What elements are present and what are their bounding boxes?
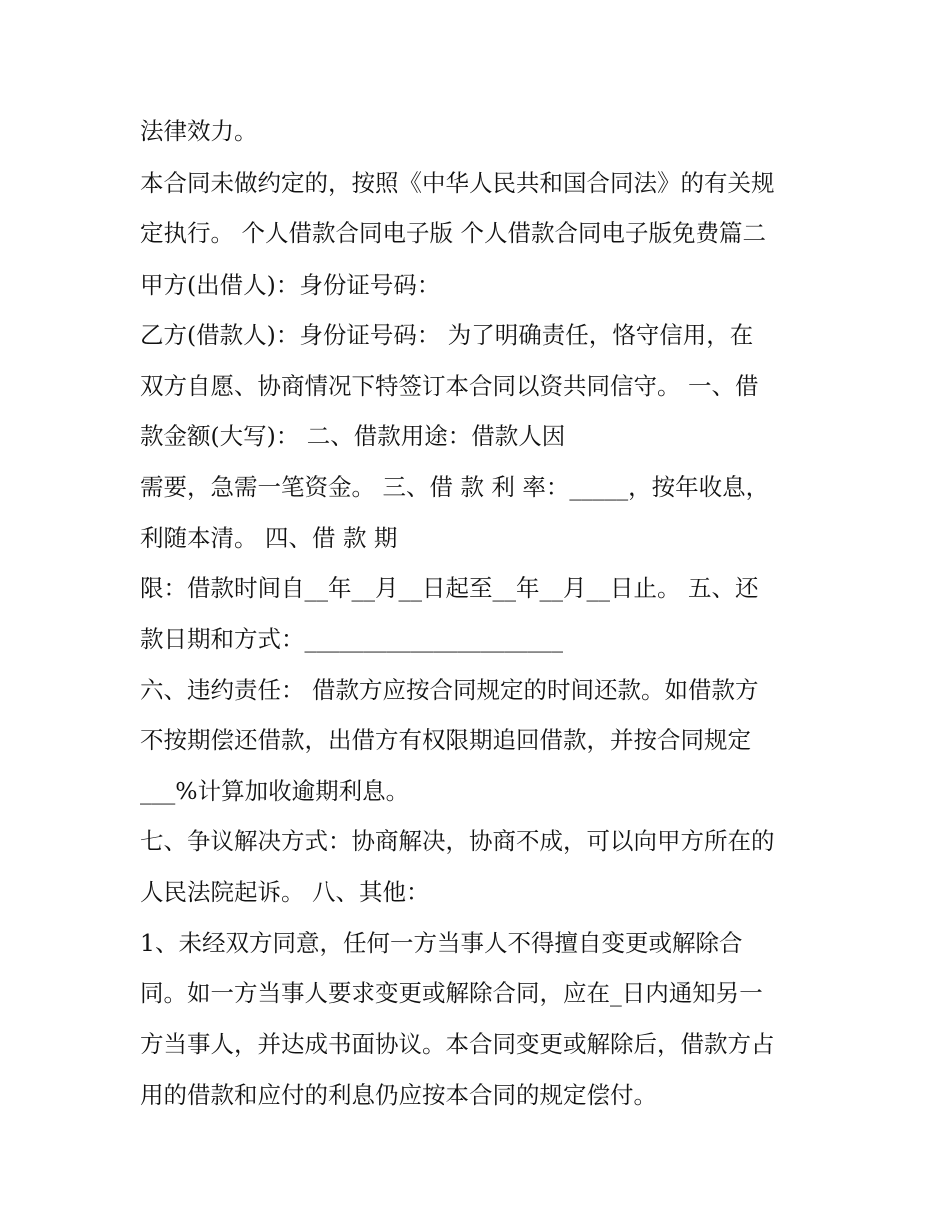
text-line-8: 需要，急需一笔资金。 三、借 款 利 率：_____，按年收息， [140, 473, 770, 501]
text-line-16: 人民法院起诉。 八、其他： [140, 878, 430, 906]
text-line-1: 法律效力。 [140, 117, 258, 145]
text-line-14: ___%计算加收逾期利息。 [140, 777, 410, 805]
text-line-10: 限：借款时间自__年__月__日起至__年__月__日止。 五、还 [140, 574, 759, 602]
text-line-13: 不按期偿还借款，出借方有权限期追回借款，并按合同规定 [140, 726, 751, 754]
text-line-6: 双方自愿、协商情况下特签订本合同以资共同信守。 一、借 [140, 372, 759, 400]
text-line-4: 甲方(出借人)：身份证号码： [140, 271, 441, 299]
text-line-19: 方当事人，并达成书面协议。本合同变更或解除后，借款方占 [140, 1030, 775, 1058]
text-line-5: 乙方(借款人)：身份证号码： 为了明确责任，恪守信用，在 [140, 321, 754, 349]
text-line-17: 1、未经双方同意，任何一方当事人不得擅自变更或解除合 [140, 929, 743, 957]
text-line-11: 款日期和方式：______________________ [140, 625, 563, 653]
text-line-18: 同。如一方当事人要求变更或解除合同，应在_日内通知另一 [140, 979, 763, 1007]
text-line-3: 定执行。 个人借款合同电子版 个人借款合同电子版免费篇二 [140, 219, 766, 247]
text-line-2: 本合同未做约定的，按照《中华人民共和国合同法》的有关规 [140, 169, 775, 197]
text-line-12: 六、违约责任： 借款方应按合同规定的时间还款。如借款方 [140, 676, 759, 704]
text-line-9: 利随本清。 四、借 款 期 [140, 524, 398, 552]
text-line-7: 款金额(大写)： 二、借款用途：借款人因 [140, 422, 566, 450]
text-line-15: 七、争议解决方式：协商解决，协商不成，可以向甲方所在的 [140, 827, 775, 855]
text-line-20: 用的借款和应付的利息仍应按本合同的规定偿付。 [140, 1081, 657, 1109]
